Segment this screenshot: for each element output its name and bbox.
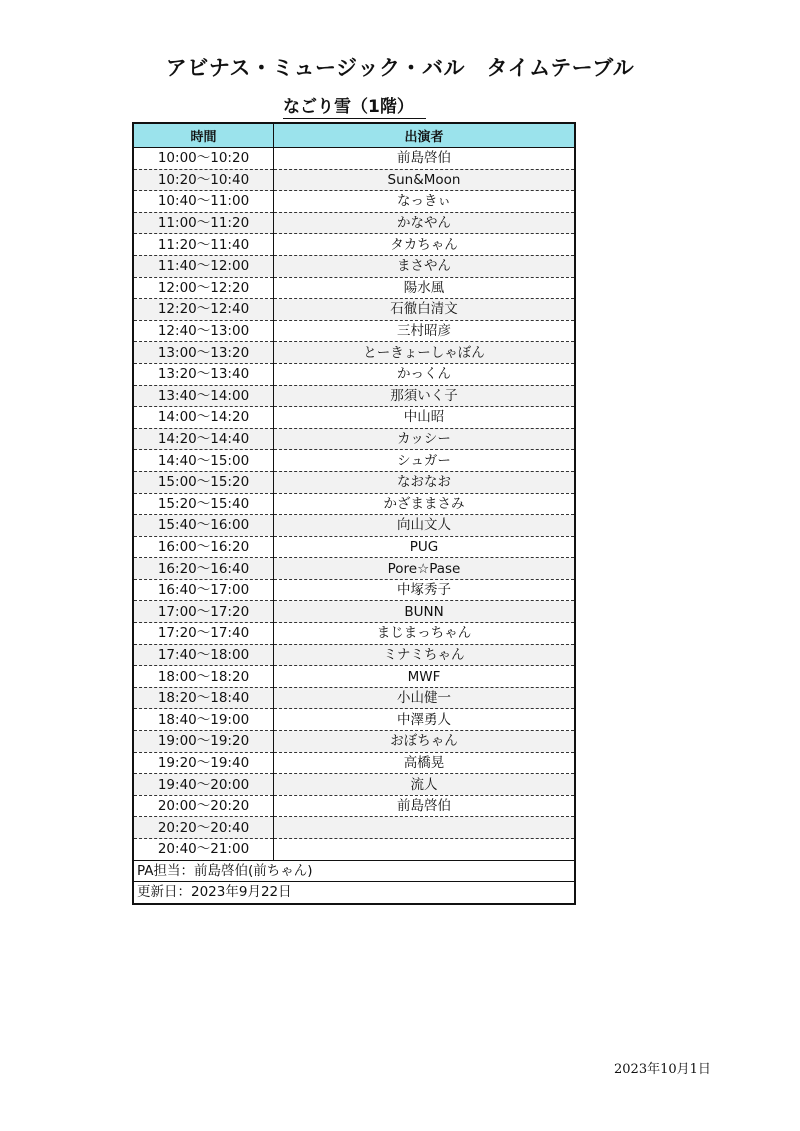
time-slot-cell: 13:20～13:40: [134, 363, 274, 385]
table-row: [134, 601, 574, 623]
time-slot-cell: 20:00～20:20: [134, 795, 274, 817]
performer-cell: なおなお: [274, 471, 575, 493]
table-row: [134, 363, 574, 385]
performer-cell: とーきょーしゃぼん: [274, 342, 575, 364]
performer-cell: かざままさみ: [274, 493, 575, 515]
table-row: [134, 212, 574, 234]
schedule-table: [132, 122, 576, 905]
time-slot-cell: 19:20～19:40: [134, 752, 274, 774]
performer-cell: なっきぃ: [274, 191, 575, 213]
time-column-header: 時間: [134, 124, 274, 148]
time-slot-cell: 16:20～16:40: [134, 558, 274, 580]
table-row: [134, 623, 574, 645]
table-row: [134, 731, 574, 753]
performer-cell: 小山健一: [274, 687, 575, 709]
table-row: [134, 342, 574, 364]
performer-cell: BUNN: [274, 601, 575, 623]
table-row: [134, 687, 574, 709]
performer-cell: 三村昭彦: [274, 320, 575, 342]
table-row: [134, 277, 574, 299]
header-row: [134, 124, 574, 148]
table-row: [134, 666, 574, 688]
time-slot-cell: 12:20～12:40: [134, 299, 274, 321]
performer-cell: おぼちゃん: [274, 731, 575, 753]
time-slot-cell: 15:20～15:40: [134, 493, 274, 515]
performer-cell: MWF: [274, 666, 575, 688]
time-slot-cell: 12:40～13:00: [134, 320, 274, 342]
performer-cell: PUG: [274, 536, 575, 558]
table-row: [134, 234, 574, 256]
table-row: [134, 148, 574, 170]
performer-cell: シュガー: [274, 450, 575, 472]
table-row: [134, 536, 574, 558]
performer-cell: Pore☆Pase: [274, 558, 575, 580]
performer-cell: [274, 839, 575, 861]
table-row: [134, 169, 574, 191]
time-slot-cell: 16:00～16:20: [134, 536, 274, 558]
performer-cell: [274, 817, 575, 839]
table-row: [134, 774, 574, 796]
time-slot-cell: 17:40～18:00: [134, 644, 274, 666]
performer-cell: 那須いく子: [274, 385, 575, 407]
table-row: [134, 493, 574, 515]
performer-cell: タカちゃん: [274, 234, 575, 256]
time-slot-cell: 16:40～17:00: [134, 579, 274, 601]
table-row: [134, 839, 574, 861]
table-row: [134, 428, 574, 450]
performer-cell: カッシー: [274, 428, 575, 450]
performer-cell: 中澤勇人: [274, 709, 575, 731]
performer-cell: かっくん: [274, 363, 575, 385]
time-slot-cell: 18:20～18:40: [134, 687, 274, 709]
performer-cell: まさやん: [274, 255, 575, 277]
performer-cell: Sun&Moon: [274, 169, 575, 191]
time-slot-cell: 19:00～19:20: [134, 731, 274, 753]
time-slot-cell: 15:00～15:20: [134, 471, 274, 493]
table-row: [134, 644, 574, 666]
updated-date: 更新日：2023年9月22日: [137, 883, 292, 900]
time-slot-cell: 17:00～17:20: [134, 601, 274, 623]
page-title: アビナス・ミュージック・バル タイムテーブル: [165, 56, 635, 80]
time-slot-cell: 13:00～13:20: [134, 342, 274, 364]
table-row: [134, 191, 574, 213]
time-slot-cell: 11:00～11:20: [134, 212, 274, 234]
print-date: 2023年10月1日: [614, 1062, 711, 1077]
table-row: [134, 299, 574, 321]
time-slot-cell: 13:40～14:00: [134, 385, 274, 407]
performer-cell: ミナミちゃん: [274, 644, 575, 666]
table-row: [134, 255, 574, 277]
time-slot-cell: 11:20～11:40: [134, 234, 274, 256]
table-row: [134, 752, 574, 774]
time-slot-cell: 20:20～20:40: [134, 817, 274, 839]
table-row: [134, 579, 574, 601]
performer-cell: まじまっちゃん: [274, 623, 575, 645]
performer-cell: 中山昭: [274, 407, 575, 429]
time-slot-cell: 11:40～12:00: [134, 255, 274, 277]
time-slot-cell: 10:40～11:00: [134, 191, 274, 213]
pa-note: PA担当：前島啓伯(前ちゃん): [134, 861, 574, 882]
time-slot-cell: 17:20～17:40: [134, 623, 274, 645]
time-slot-cell: 10:20～10:40: [134, 169, 274, 191]
time-slot-cell: 14:00～14:20: [134, 407, 274, 429]
time-slot-cell: 14:40～15:00: [134, 450, 274, 472]
time-slot-cell: 15:40～16:00: [134, 515, 274, 537]
venue-heading: なごり雪（1階）: [283, 96, 426, 119]
performer-cell: 高橋晃: [274, 752, 575, 774]
performer-cell: 前島啓伯: [274, 148, 575, 170]
performer-cell: 中塚秀子: [274, 579, 575, 601]
table-row: [134, 471, 574, 493]
time-slot-cell: 12:00～12:20: [134, 277, 274, 299]
performer-cell: 流人: [274, 774, 575, 796]
performer-cell: 向山文人: [274, 515, 575, 537]
time-slot-cell: 14:20～14:40: [134, 428, 274, 450]
time-slot-cell: 20:40～21:00: [134, 839, 274, 861]
performer-cell: 前島啓伯: [274, 795, 575, 817]
performer-cell: 陽水風: [274, 277, 575, 299]
table-row: [134, 515, 574, 537]
time-slot-cell: 18:00～18:20: [134, 666, 274, 688]
table-row: [134, 558, 574, 580]
performer-column-header: 出演者: [274, 124, 575, 148]
table-row: [134, 320, 574, 342]
performer-cell: 石徹白清文: [274, 299, 575, 321]
time-slot-cell: 18:40～19:00: [134, 709, 274, 731]
table-row: [134, 795, 574, 817]
table-row: [134, 407, 574, 429]
time-slot-cell: 19:40～20:00: [134, 774, 274, 796]
performer-cell: かなやん: [274, 212, 575, 234]
table-row: [134, 709, 574, 731]
table-row: [134, 817, 574, 839]
table-row: [134, 450, 574, 472]
time-slot-cell: 10:00～10:20: [134, 148, 274, 170]
table-row: [134, 385, 574, 407]
